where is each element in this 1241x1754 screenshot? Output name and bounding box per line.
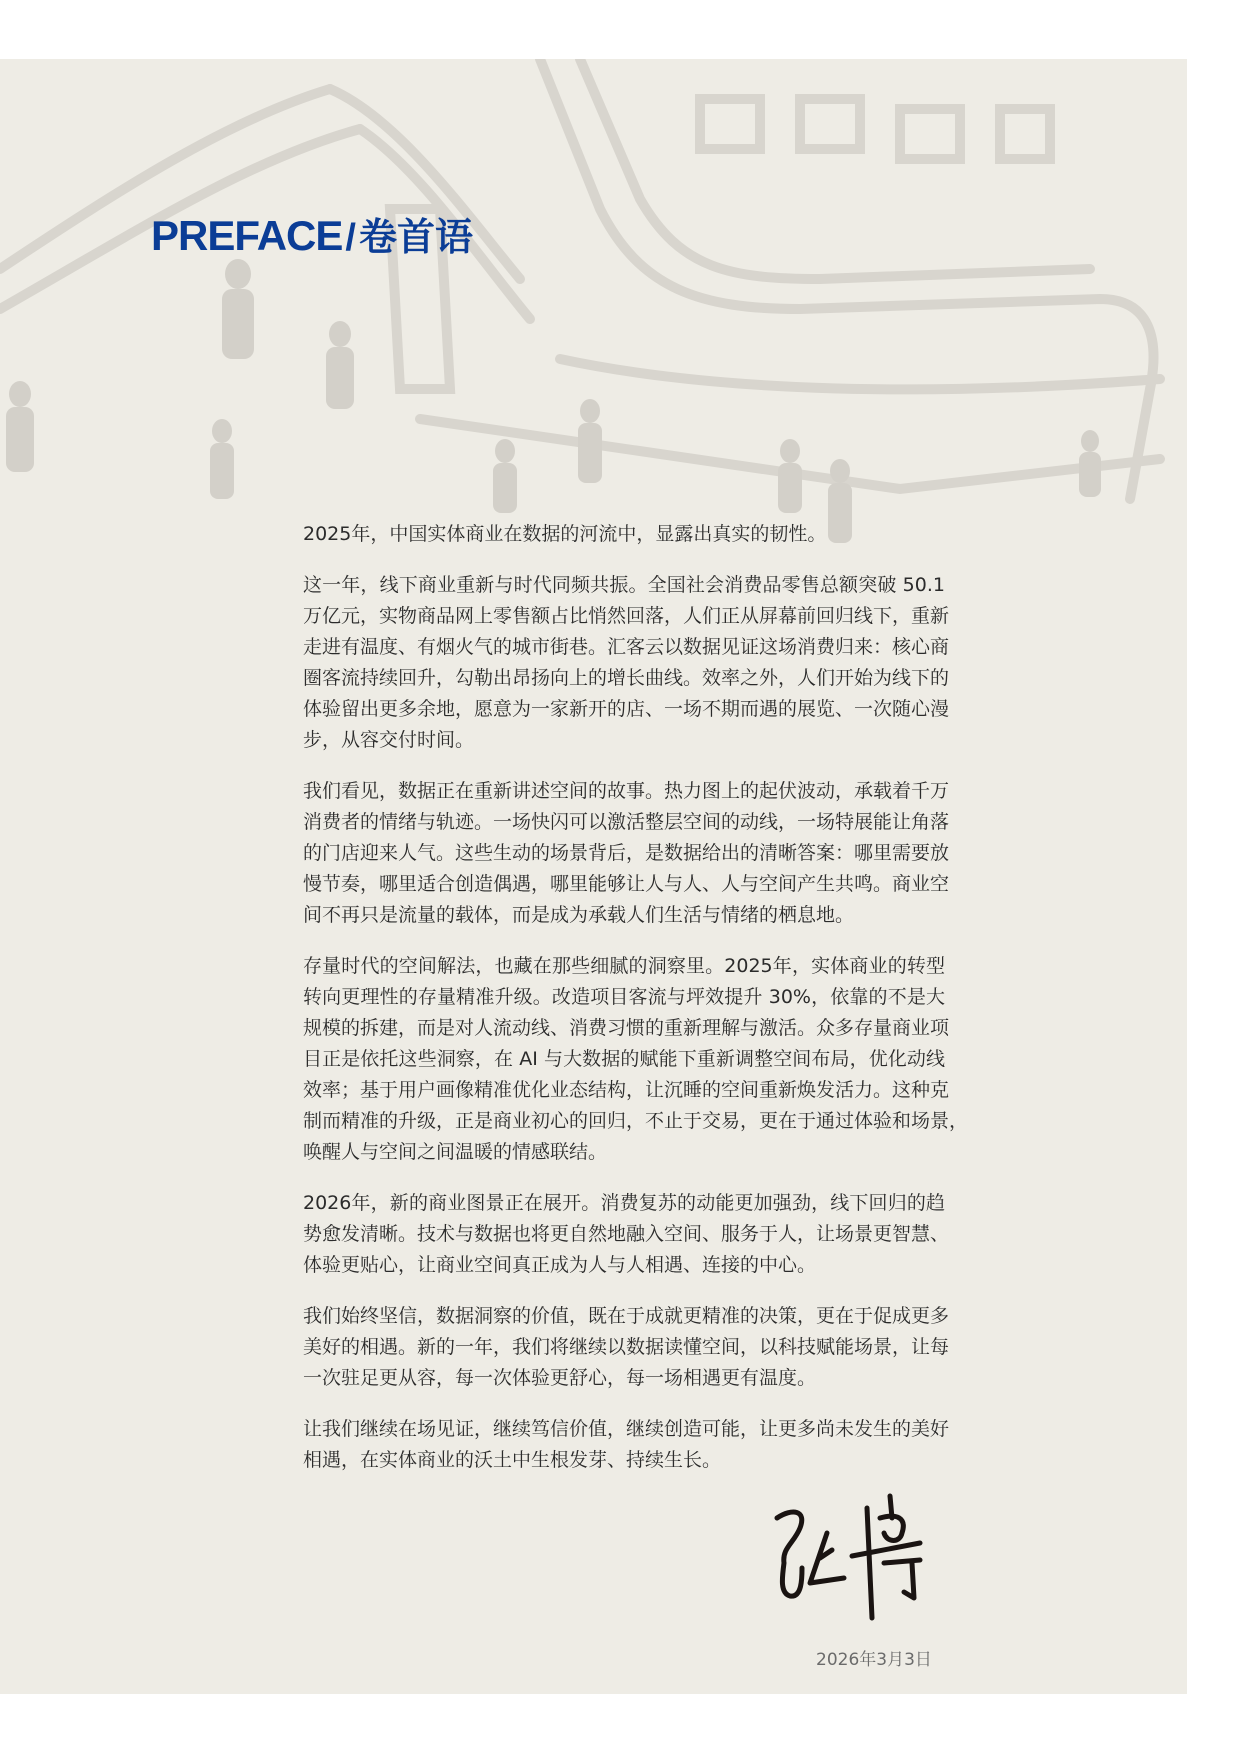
text-line: 的门店迎来人气。这些生动的场景背后，是数据给出的清晰答案：哪里需要放 xyxy=(303,842,950,864)
text-line: 步，从容交付时间。 xyxy=(303,729,475,751)
text-line: 一次驻足更从容，每一次体验更舒心，每一场相遇更有温度。 xyxy=(303,1367,817,1389)
text-line: 效率；基于用户画像精准优化业态结构，让沉睡的空间重新焕发活力。这种克 xyxy=(303,1079,950,1101)
date: 2026年3月3日 xyxy=(816,1650,932,1670)
text-line: 慢节奏，哪里适合创造偶遇，哪里能够让人与人、人与空间产生共鸣。商业空 xyxy=(303,873,950,895)
paragraph xyxy=(303,570,950,756)
text-line: 走进有温度、有烟火气的城市街巷。汇客云以数据见证这场消费归来：核心商 xyxy=(303,636,950,658)
title-english: PREFACE xyxy=(151,212,343,259)
text-line: 转向更理性的存量精准升级。改造项目客流与坪效提升 30%，依靠的不是大 xyxy=(303,986,945,1008)
text-line: 圈客流持续回升，勾勒出昂扬向上的增长曲线。效率之外，人们开始为线下的 xyxy=(303,667,950,689)
text-line: 目正是依托这些洞察，在 AI 与大数据的赋能下重新调整空间布局，优化动线 xyxy=(303,1048,945,1070)
text-line: 存量时代的空间解法，也藏在那些细腻的洞察里。2025年，实体商业的转型 xyxy=(303,955,945,977)
text-line: 美好的相遇。新的一年，我们将继续以数据读懂空间，以科技赋能场景，让每 xyxy=(303,1336,950,1358)
page-title xyxy=(151,206,473,261)
text-line: 体验留出更多余地，愿意为一家新开的店、一场不期而遇的展览、一次随心漫 xyxy=(303,698,950,720)
paragraph xyxy=(303,951,969,1168)
title-chinese: 卷首语 xyxy=(358,217,473,259)
text-line: 2026年，新的商业图景正在展开。消费复苏的动能更加强劲，线下回归的趋 xyxy=(303,1192,945,1214)
paragraph xyxy=(303,1301,950,1394)
paragraph xyxy=(303,776,950,931)
text-line: 让我们继续在场见证，继续笃信价值，继续创造可能，让更多尚未发生的美好 xyxy=(303,1418,950,1440)
text-line: 间不再只是流量的载体，而是成为承载人们生活与情绪的栖息地。 xyxy=(303,904,855,926)
handwritten-signature xyxy=(772,1488,952,1628)
paragraph xyxy=(303,519,945,550)
text-line: 规模的拆建，而是对人流动线、消费习惯的重新理解与激活。众多存量商业项 xyxy=(303,1017,950,1039)
preface-body xyxy=(303,519,969,1496)
background-street-sketch xyxy=(0,59,1187,579)
text-line: 制而精准的升级，正是商业初心的回归，不止于交易，更在于通过体验和场景， xyxy=(303,1110,969,1132)
title-slash: / xyxy=(345,217,356,259)
text-line: 体验更贴心，让商业空间真正成为人与人相遇、连接的中心。 xyxy=(303,1254,817,1276)
text-line: 势愈发清晰。技术与数据也将更自然地融入空间、服务于人，让场景更智慧、 xyxy=(303,1223,950,1245)
paragraph xyxy=(303,1414,950,1476)
text-line: 我们看见，数据正在重新讲述空间的故事。热力图上的起伏波动，承载着千万 xyxy=(303,780,950,802)
text-line: 消费者的情绪与轨迹。一场快闪可以激活整层空间的动线，一场特展能让角落 xyxy=(303,811,950,833)
text-line: 唤醒人与空间之间温暖的情感联结。 xyxy=(303,1141,608,1163)
text-line: 相遇，在实体商业的沃土中生根发芽、持续生长。 xyxy=(303,1449,722,1471)
text-line: 2025年，中国实体商业在数据的河流中，显露出真实的韧性。 xyxy=(303,523,827,545)
text-line: 这一年，线下商业重新与时代同频共振。全国社会消费品零售总额突破 50.1 xyxy=(303,574,945,596)
text-line: 我们始终坚信，数据洞察的价值，既在于成就更精准的决策，更在于促成更多 xyxy=(303,1305,950,1327)
text-line: 万亿元，实物商品网上零售额占比悄然回落，人们正从屏幕前回归线下，重新 xyxy=(303,605,950,627)
paragraph xyxy=(303,1188,950,1281)
